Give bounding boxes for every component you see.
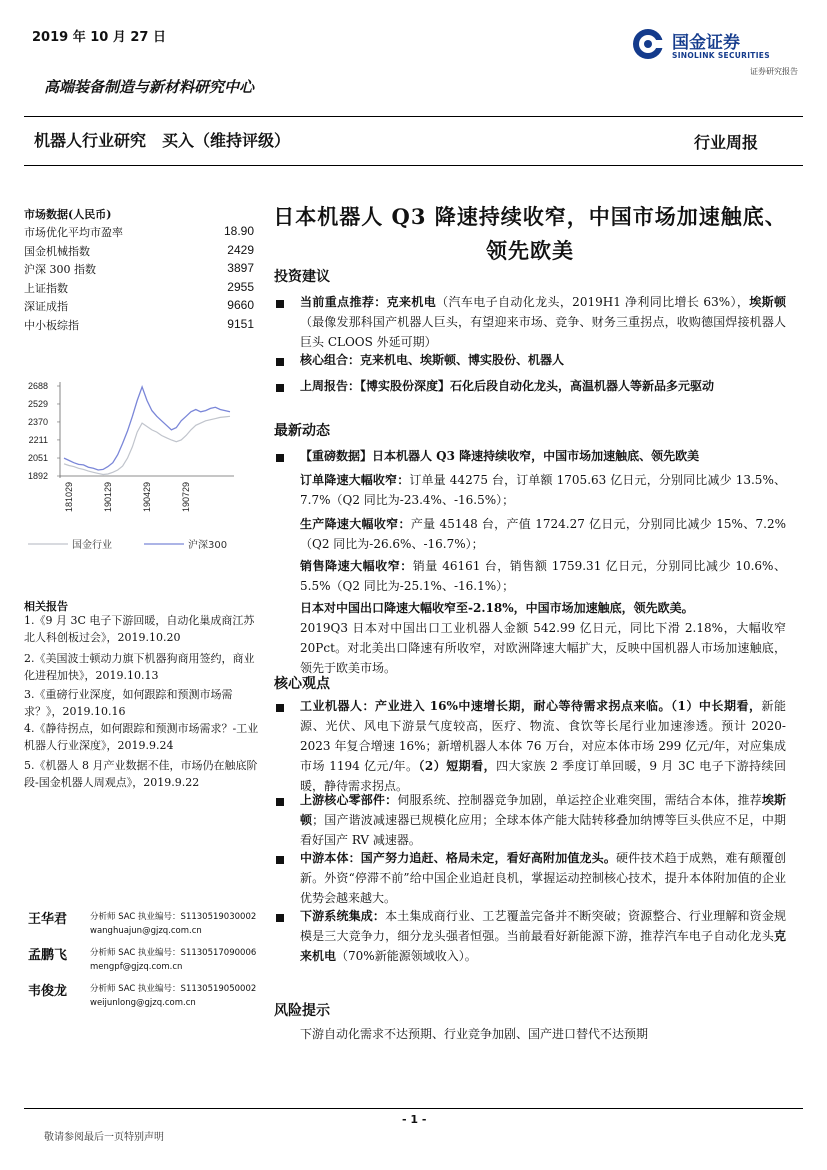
- analyst-cert: 分析师 SAC 执业编号：S1130517090006: [90, 948, 257, 958]
- market-row: [24, 317, 256, 335]
- core-item: [300, 790, 786, 850]
- core-text: ；国产谐波减速器已规模化应用；全球本体产能大陆转移叠加纳博等巨头供应不足，中期看好国产 RV 减速器。: [300, 813, 786, 847]
- chart-y-tick-label: 2688: [27, 381, 48, 391]
- chart-x-tick-label: 190429: [142, 482, 152, 513]
- market-label: 国金机械指数: [24, 244, 90, 258]
- news-item: [300, 470, 786, 510]
- market-row: [24, 243, 256, 261]
- market-value: 9660: [227, 298, 254, 312]
- chart-series-line: [64, 416, 230, 474]
- section-core: 核心观点: [274, 676, 330, 692]
- core-text: 本土集成商行业、工艺覆盖完备并不断突破；资源整合、行业理解和资金规模是三大竞争力，细分龙头强者恒强。当前最看好新能源下游，推荐汽车电子自动化龙头: [300, 909, 786, 943]
- news-text: 2019Q3 日本对中国出口工业机器人金额 542.99 亿日元，同比下滑 2.18%，大幅收窄 20Pct。对北美出口降速有所收窄，对欧洲降速大幅扩大，反映中国机器人市场加速触底，领先于欧美市场。: [300, 621, 786, 675]
- news-text: 订单量 44275 台，订单额 1705.63 亿日元，分别同比减少 13.5%、7.7%（Q2 同比为-23.4%、-16.5%）；: [300, 473, 786, 507]
- core-item: [300, 696, 786, 796]
- invest-text: （汽车电子自动化龙头，2019H1 净利同比增长 63%），: [436, 295, 750, 309]
- section-invest: 投资建议: [274, 269, 330, 285]
- core-bold: 上游核心零部件：: [300, 793, 398, 807]
- page-number: - 1 -: [402, 1113, 427, 1126]
- core-text: 伺服系统、控制器竞争加剧，单运控企业难突围，需结合本体，推荐: [397, 793, 762, 807]
- analyst-cert: 分析师 SAC 执业编号：S1130519030002: [90, 912, 257, 922]
- core-bold: 埃斯顿: [300, 793, 786, 827]
- bullet: [276, 384, 284, 392]
- market-row: [24, 224, 256, 242]
- logo-text-cn: 国金证券: [672, 33, 740, 53]
- report-title: 日本机器人 Q3 降速持续收窄，中国市场加速触底、领先欧美: [273, 204, 787, 263]
- market-label: 沪深 300 指数: [24, 263, 96, 276]
- market-row: [24, 261, 256, 279]
- chart-y-tick-label: 2211: [28, 434, 48, 445]
- invest-item: [300, 376, 786, 396]
- header-divider-2: [24, 165, 803, 166]
- analyst-name: 王华君: [28, 912, 68, 927]
- report-item: 1.《9 月 3C 电子下游回暖，自动化巢成商江苏北人科创板过会》，2019.10.20: [24, 614, 255, 644]
- invest-item: [300, 292, 786, 352]
- logo-text-en: SINOLINK SECURITIES: [672, 51, 770, 60]
- analyst-email: weijunlong@gjzq.com.cn: [90, 998, 196, 1008]
- chart-x-tick-label: 190729: [181, 482, 192, 513]
- footer-divider: [24, 1108, 803, 1109]
- news-item: [300, 556, 786, 596]
- section-news: 最新动态: [274, 423, 330, 439]
- disclaimer-note: 敬请参阅最后一页特别声明: [44, 1132, 164, 1143]
- news-bold: 订单降速大幅收窄：: [300, 473, 410, 487]
- section-risk: 风险提示: [274, 1003, 330, 1019]
- risk-text: 下游自动化需求不达预期、行业竞争加剧、国产进口替代不达预期: [300, 1027, 649, 1041]
- bullet: [276, 798, 284, 806]
- core-bold: 中游本体：国产努力追赶、格局未定，看好高附加值龙头。: [300, 851, 616, 865]
- core-item: [300, 848, 786, 908]
- research-center: 高端装备制造与新材料研究中心: [44, 78, 255, 96]
- analyst-name: 孟鹏飞: [28, 948, 68, 963]
- report-item: 4.《静待拐点，如何跟踪和预测市场需求？-工业机器人行业深度》，2019.9.24: [24, 722, 259, 752]
- chart-series-line: [64, 387, 230, 470]
- chart-x-tick-label: 190129: [102, 482, 113, 513]
- report-date: 2019 年 10 月 27 日: [32, 30, 166, 45]
- chart-legend-label: 国金行业: [72, 540, 112, 551]
- report-rating: 机器人行业研究 买入（维持评级）: [34, 131, 291, 150]
- core-text: 四大家族 2 季度订单回暖，9 月 3C 电子下游持续回暖，静待需求拐点。: [300, 759, 787, 793]
- market-row: [24, 298, 256, 316]
- news-bold: 日本对中国出口降速大幅收窄至-2.18%，中国市场加速触底，领先欧美。: [300, 601, 694, 615]
- report-item: 2.《美国波士顿动力旗下机器狗商用签约，商业化进程加快》，2019.10.13: [24, 652, 255, 682]
- invest-bold: 埃斯顿: [749, 295, 786, 309]
- market-row: [24, 280, 256, 298]
- core-text: 硬件技术趋于成熟，难有颠覆创新。外资“停滞不前”给中国企业追赶良机，掌握运动控制核心技术，提升本体附加值的企业优势会越来越大。: [300, 851, 786, 905]
- analyst-cert: 分析师 SAC 执业编号：S1130519050002: [90, 984, 257, 994]
- report-item: 3.《重磅行业深度，如何跟踪和预测市场需求？》，2019.10.16: [24, 688, 233, 718]
- chart-x-tick-label: 181029: [63, 482, 74, 513]
- invest-item: [300, 350, 786, 370]
- news-item: [300, 514, 786, 554]
- market-label: 上证指数: [24, 281, 68, 295]
- invest-bold: 上周报告：【博实股份深度】石化后段自动化龙头，高温机器人等新品多元驱动: [300, 379, 715, 393]
- market-value: 3897: [227, 261, 254, 275]
- market-value: 2429: [227, 242, 254, 257]
- news-headline: 【重磅数据】日本机器人 Q3 降速持续收窄，中国市场加速触底、领先欧美: [300, 449, 700, 463]
- news-text: 产量 45148 台，产值 1724.27 亿日元，分别同比减少 15%、7.2%（Q2 同比为-26.6%、-16.7%）；: [300, 517, 786, 551]
- invest-bold: 核心组合：克来机电、埃斯顿、博实股份、机器人: [300, 353, 565, 367]
- logo-subtitle: 证券研究报告: [750, 67, 798, 76]
- chart-legend-label: 沪深300: [188, 540, 228, 551]
- analyst-email: mengpf@gjzq.com.cn: [90, 962, 183, 972]
- header-divider: [24, 116, 803, 117]
- bullet: [276, 358, 284, 366]
- core-bold: （2）短期看，: [418, 759, 497, 773]
- chart-y-tick-label: 2051: [27, 453, 48, 464]
- core-bold: 工业机器人：产业进入 16%中速增长期，耐心等待需求拐点来临。（1）中长期看，: [300, 699, 762, 713]
- bullet: [276, 300, 284, 308]
- market-label: 市场优化平均市盈率: [24, 226, 123, 239]
- market-title: 市场数据(人民币): [24, 208, 112, 221]
- chart-y-tick-label: 2370: [27, 416, 48, 427]
- core-text: （70%新能源领域收入）。: [336, 949, 477, 963]
- chart-y-tick-label: 2529: [27, 398, 48, 409]
- analyst-name: 韦俊龙: [28, 984, 68, 999]
- reports-title: 相关报告: [24, 600, 68, 613]
- report-type: 行业周报: [694, 133, 759, 152]
- bullet: [276, 454, 284, 462]
- invest-text: （最像发那科国产机器人巨头，有望迎来市场、竞争、财务三重拐点，收购德国焊接机器人巨头 CLOOS 外延可期）: [300, 315, 786, 349]
- market-value: 9151: [227, 316, 254, 331]
- core-bold: 克来机电: [300, 929, 786, 963]
- bullet: [276, 704, 284, 712]
- chart-y-tick-label: 1892: [27, 471, 48, 481]
- news-item: [300, 598, 786, 678]
- market-value: 2955: [227, 279, 254, 294]
- core-text: 新能源、光伏、风电下游景气度较高，医疗、物流、食饮等长尾行业加速渗透。预计 2020-2023 年复合增速 16%；新增机器人本体 76 万台，对应本体市场 299 亿元/年，对应集成市场 1194 亿元/年。: [300, 699, 786, 773]
- market-value: 18.90: [223, 224, 254, 238]
- core-bold: 下游系统集成：: [300, 909, 386, 923]
- analyst-email: wanghuajun@gjzq.com.cn: [90, 926, 202, 936]
- bullet: [276, 914, 284, 922]
- sinolink-logo-icon: [632, 28, 664, 60]
- news-bold: 销售降速大幅收窄：: [300, 559, 413, 573]
- invest-bold: 当前重点推荐：克来机电: [300, 295, 437, 309]
- bullet: [276, 856, 284, 864]
- sinolink-logo: [632, 26, 798, 78]
- report-item: 5.《机器人 8 月产业数据不佳，市场仍在触底阶段-国金机器人周观点》，2019.9.22: [24, 759, 258, 789]
- news-bold: 生产降速大幅收窄：: [300, 517, 411, 531]
- market-label: 中小板综指: [24, 318, 79, 332]
- market-label: 深证成指: [24, 300, 68, 313]
- news-text: 销量 46161 台，销售额 1759.31 亿日元，分别同比减少 10.6%、5.5%（Q2 同比为-25.1%、-16.1%）；: [300, 559, 786, 593]
- index-line-chart: [20, 372, 240, 562]
- core-item: [300, 906, 786, 966]
